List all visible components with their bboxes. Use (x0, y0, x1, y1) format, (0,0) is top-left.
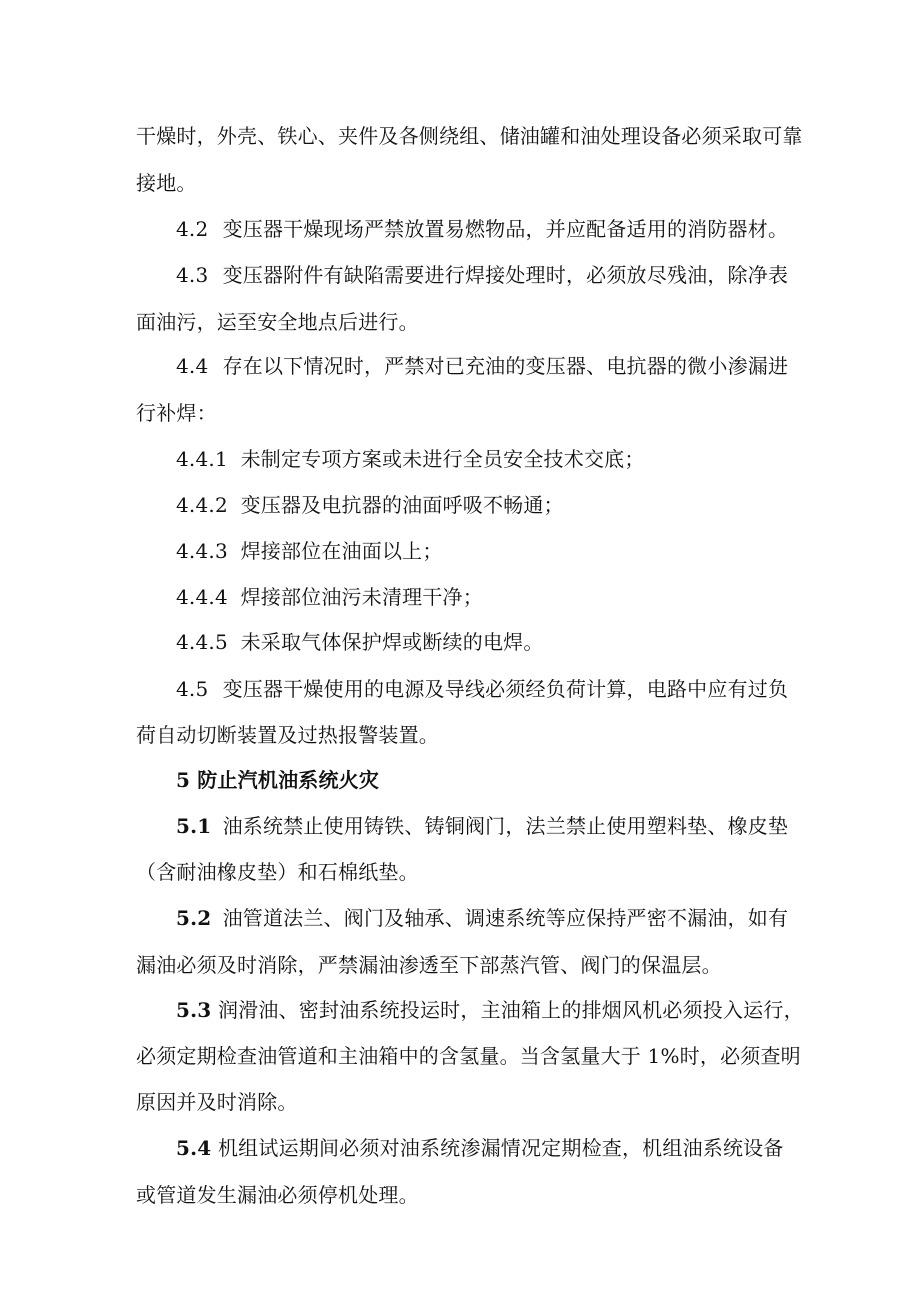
clause-4-4 (176, 354, 796, 378)
section-heading: 5 防止汽机油系统火灾 (176, 768, 380, 792)
clause-text: 变压器附件有缺陷需要进行焊接处理时，必须放尽残油，除净表 (222, 263, 789, 287)
clause-number: 4.4.2 (176, 493, 228, 517)
clause-number: 4.2 (176, 217, 209, 241)
clause-text: 焊接部位在油面以上； (240, 539, 443, 563)
paragraph-line: 漏油必须及时消除，严禁漏油渗透至下部蒸汽管、阀门的保温层。 (136, 953, 722, 977)
clause-5-1 (176, 814, 796, 838)
clause-text: 未制定专项方案或未进行全员安全技术交底； (240, 447, 645, 471)
clause-4-4-5 (176, 630, 796, 654)
paragraph-line: 荷自动切断装置及过热报警装置。 (136, 723, 439, 747)
clause-text: 变压器干燥现场严禁放置易燃物品，并应配备适用的消防器材。 (222, 217, 789, 241)
clause-text: 未采取气体保护焊或断续的电焊。 (240, 630, 544, 654)
clause-4-3 (176, 263, 796, 287)
clause-text: 润滑油、密封油系统投运时，主油箱上的排烟风机必须投入运行， (217, 998, 804, 1022)
paragraph-line: 干燥时，外壳、铁心、夹件及各侧绕组、储油罐和油处理设备必须采取可靠 (136, 124, 803, 148)
clause-5-3 (176, 998, 804, 1022)
clause-4-5 (176, 677, 796, 701)
clause-text: 变压器干燥使用的电源及导线必须经负荷计算，电路中应有过负 (222, 677, 789, 701)
clause-4-4-1 (176, 447, 796, 471)
clause-number: 4.4.4 (176, 585, 228, 609)
clause-4-4-2 (176, 493, 796, 517)
clause-text: 变压器及电抗器的油面呼吸不畅通； (240, 493, 564, 517)
clause-text: 存在以下情况时，严禁对已充油的变压器、电抗器的微小渗漏进 (222, 354, 789, 378)
clause-5-2 (176, 906, 796, 930)
clause-number: 4.4 (176, 354, 209, 378)
clause-text: 油系统禁止使用铸铁、铸铜阀门，法兰禁止使用塑料垫、橡皮垫 (222, 814, 789, 838)
paragraph-line: 原因并及时消除。 (136, 1090, 298, 1114)
clause-4-4-4 (176, 585, 796, 609)
clause-number: 4.3 (176, 263, 209, 287)
paragraph-line: 必须定期检查油管道和主油箱中的含氢量。当含氢量大于 1%时，必须查明 (136, 1044, 801, 1068)
paragraph-line: 接地。 (136, 171, 197, 195)
clause-number: 4.4.1 (176, 447, 228, 471)
clause-number: 4.5 (176, 677, 209, 701)
clause-4-4-3 (176, 539, 796, 563)
paragraph-line: （含耐油橡皮垫）和石棉纸垫。 (136, 860, 419, 884)
paragraph-line: 行补焊： (136, 401, 217, 425)
clause-number: 5.2 (176, 906, 212, 930)
paragraph-line: 或管道发生漏油必须停机处理。 (136, 1183, 419, 1207)
clause-number: 4.4.5 (176, 630, 228, 654)
clause-number: 5.1 (176, 814, 212, 838)
clause-5-4 (176, 1136, 796, 1160)
clause-number: 5.3 (176, 998, 212, 1022)
clause-text: 焊接部位油污未清理干净； (240, 585, 483, 609)
clause-4-2 (176, 217, 796, 241)
clause-number: 5.4 (176, 1136, 212, 1160)
paragraph-line: 面油污，运至安全地点后进行。 (136, 310, 419, 334)
clause-text: 油管道法兰、阀门及轴承、调速系统等应保持严密不漏油，如有 (222, 906, 789, 930)
clause-text: 机组试运期间必须对油系统渗漏情况定期检查，机组油系统设备 (217, 1136, 784, 1160)
clause-number: 4.4.3 (176, 539, 228, 563)
